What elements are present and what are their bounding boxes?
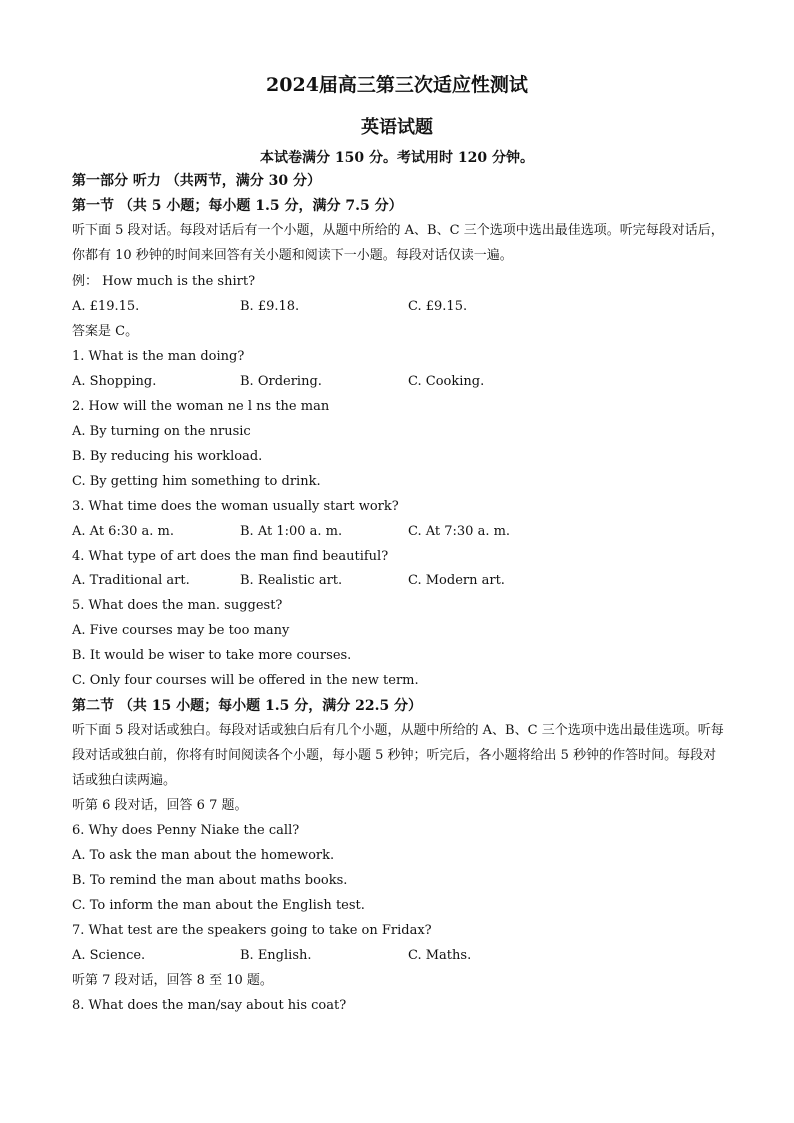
question-5-option-a: A. Five courses may be too many bbox=[72, 623, 290, 638]
dialog-7-label: 听第 7 段对话，回答 8 至 10 题。 bbox=[72, 973, 273, 988]
question-7: 7. What test are the speakers going to take on Fridax? bbox=[72, 923, 432, 938]
example-option-a: A. £19.15. bbox=[72, 299, 140, 314]
question-5: 5. What does the man. suggest? bbox=[72, 598, 283, 613]
section2-heading: 第二节 （共 15 小题；每小题 1.5 分，满分 22.5 分） bbox=[72, 698, 423, 714]
exam-title: 2024届高三第三次适应性测试 bbox=[266, 74, 528, 96]
section1-heading: 第一节 （共 5 小题；每小题 1.5 分，满分 7.5 分） bbox=[72, 198, 403, 214]
question-3-option-b: B. At 1:00 a. m. bbox=[240, 524, 343, 539]
section2-instructions: 听下面 5 段对话或独白。每段对话或独白后有几个小题，从题中所给的 A、B、C 三个选项中选出最佳选项。听每段对话或独白前，你将有时间阅读各个小题，每小题 5 秒钟；听完后，各小题将给出 5 秒钟的作答时间。每段对话或独白读两遍。 bbox=[72, 723, 724, 788]
section1-instructions: 听下面 5 段对话。每段对话后有一个小题，从题中所给的 A、B、C 三个选项中选出最佳选项。听完每段对话后，你都有 10 秒钟的时间来回答有关小题和阅读下一小题。每段对话仅读一遍。 bbox=[72, 223, 724, 263]
question-3-option-a: A. At 6:30 a. m. bbox=[72, 524, 174, 539]
question-1-option-c: C. Cooking. bbox=[408, 374, 485, 389]
question-2-option-a: A. By turning on the nrusic bbox=[72, 424, 251, 439]
question-6: 6. Why does Penny Niake the call? bbox=[72, 823, 300, 838]
question-7-option-c: C. Maths. bbox=[408, 948, 472, 963]
question-2-option-b: B. By reducing his workload. bbox=[72, 449, 263, 464]
question-4: 4. What type of art does the man find beautiful? bbox=[72, 549, 389, 564]
question-6-option-b: B. To remind the man about maths books. bbox=[72, 873, 348, 888]
example-option-b: B. £9.18. bbox=[240, 299, 300, 314]
example-question: 例： How much is the shirt? bbox=[72, 274, 256, 289]
question-4-option-c: C. Modern art. bbox=[408, 573, 505, 588]
question-6-option-a: A. To ask the man about the homework. bbox=[72, 848, 335, 863]
part1-heading: 第一部分 听力 （共两节，满分 30 分） bbox=[72, 173, 321, 189]
question-4-option-b: B. Realistic art. bbox=[240, 573, 343, 588]
question-1-option-b: B. Ordering. bbox=[240, 374, 322, 389]
dialog-6-label: 听第 6 段对话，回答 6 7 题。 bbox=[72, 798, 248, 813]
question-7-option-b: B. English. bbox=[240, 948, 312, 963]
exam-subject: 英语试题 bbox=[361, 117, 433, 138]
question-7-option-a: A. Science. bbox=[72, 948, 146, 963]
question-3: 3. What time does the woman usually start work? bbox=[72, 499, 399, 514]
exam-note: 本试卷满分 150 分。考试用时 120 分钟。 bbox=[260, 150, 534, 166]
question-5-option-b: B. It would be wiser to take more courses. bbox=[72, 648, 352, 663]
question-2: 2. How will the woman ne l ns the man bbox=[72, 399, 330, 414]
question-4-option-a: A. Traditional art. bbox=[72, 573, 190, 588]
question-2-option-c: C. By getting him something to drink. bbox=[72, 474, 321, 489]
example-answer: 答案是 C。 bbox=[72, 324, 139, 339]
question-1: 1. What is the man doing? bbox=[72, 349, 245, 364]
question-5-option-c: C. Only four courses will be offered in the new term. bbox=[72, 673, 419, 688]
question-8: 8. What does the man/say about his coat? bbox=[72, 998, 347, 1013]
question-6-option-c: C. To inform the man about the English test. bbox=[72, 898, 365, 913]
question-1-option-a: A. Shopping. bbox=[72, 374, 157, 389]
example-option-c: C. £9.15. bbox=[408, 299, 468, 314]
question-3-option-c: C. At 7:30 a. m. bbox=[408, 524, 511, 539]
